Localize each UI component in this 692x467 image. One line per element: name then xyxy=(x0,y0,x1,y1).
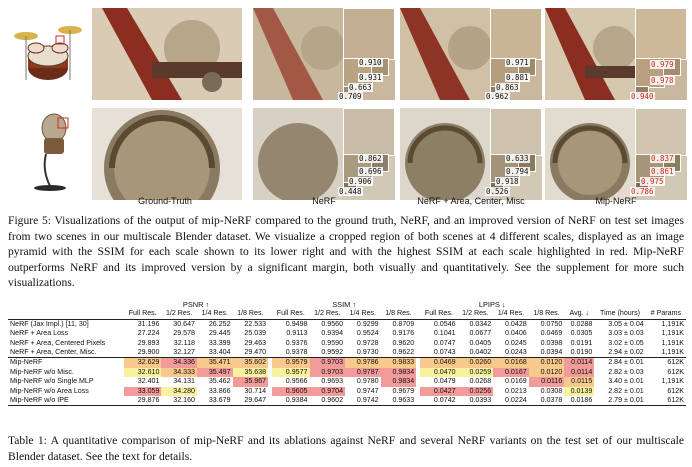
table-cell: 29.900 xyxy=(137,348,160,357)
table-cell: 1,191K xyxy=(661,329,684,338)
mipnerf-panel-microphone xyxy=(545,108,687,200)
table-cell: 29.463 xyxy=(244,338,267,347)
table-cell: 0.9299 xyxy=(356,319,379,328)
table-cell: 34.131 xyxy=(173,377,195,386)
table-cell: 0.0393 xyxy=(458,396,494,406)
table-cell: 35.497 xyxy=(197,368,233,377)
ssim-label: 0.696 xyxy=(359,167,382,176)
table-cell: 35.602 xyxy=(233,358,269,368)
table-cell: 0.0469 xyxy=(420,358,457,368)
table-cell: 0.9780 xyxy=(356,377,379,386)
nerf-panel-microphone xyxy=(253,108,395,200)
table-cell: 26.252 xyxy=(208,319,231,328)
table-cell: 0.9605 xyxy=(272,387,309,396)
ssim-label: 0.663 xyxy=(349,83,372,92)
figure-caption: Figure 5: Visualizations of the output of mip-NeRF compared to the ground truth, NeRF, and an improved version of NeRF on test set images from two scenes in our multiscale Blender dataset. We visualize a cropped region of both scenes at 4 different scales, displayed as an image pyramid with the SSIM for each scale shown to its lower right and with the highest SSIM at each scale highlighted in red. Mip-NeRF outperforms NeRF and its improved version by a significant margin, both visually and quantitatively. See the supplement for more such visualizations. xyxy=(8,214,684,289)
table-cell: 27.224 xyxy=(137,329,160,338)
results-table xyxy=(8,300,686,406)
column-header: Time (hours) xyxy=(594,309,645,319)
table-cell: 32.127 xyxy=(173,348,195,357)
table-cell: 0.0406 xyxy=(505,329,527,338)
table-cell: 0.9728 xyxy=(356,338,379,347)
column-header: 1/2 Res. xyxy=(161,309,197,319)
table-cell: 2.94 ± 0.02 xyxy=(608,348,644,357)
table-cell: 2.84 ± 0.01 xyxy=(594,358,645,368)
table-cell: 0.0213 xyxy=(505,386,527,395)
table-cell: 0.0402 xyxy=(469,348,492,357)
table-cell: 0.0743 xyxy=(433,348,456,357)
table-cell: 0.0677 xyxy=(469,329,492,338)
table-cell: 2.82 ± 0.03 xyxy=(608,367,644,376)
table-cell: 0.0259 xyxy=(458,368,494,377)
column-header: 1/4 Res. xyxy=(197,309,233,319)
lpips-header: LPIPS ↓ xyxy=(478,300,506,309)
table-cell: 0.0342 xyxy=(469,319,492,328)
column-header: Full Res. xyxy=(420,309,457,319)
table-cell: 0.9602 xyxy=(310,396,346,406)
table-cell: 0.9633 xyxy=(381,396,417,406)
table-cell: 0.0120 xyxy=(529,358,565,368)
table-cell: 0.9704 xyxy=(310,387,346,396)
table-cell: 0.0479 xyxy=(433,377,456,386)
method-name: NeRF + Area, Centered Pixels xyxy=(10,338,106,347)
column-header: 1/8 Res. xyxy=(233,309,269,319)
table-row xyxy=(8,339,686,348)
ssim-label-best: 0.940 xyxy=(631,92,654,100)
table-row xyxy=(8,387,686,396)
column-header: 1/2 Res. xyxy=(310,309,346,319)
table-cell: 0.0742 xyxy=(420,396,457,406)
table-cell: 1,191K xyxy=(661,338,684,347)
table-cell: 3.05 ± 0.04 xyxy=(608,319,644,328)
nerf-area-panel-drums xyxy=(400,8,542,100)
table-cell: 0.9590 xyxy=(321,338,344,347)
ssim-label-best: 0.975 xyxy=(641,177,664,186)
method-name: NeRF + Area, Center, Misc. xyxy=(10,348,97,357)
table-cell: 0.0167 xyxy=(493,368,529,377)
table-cell: 0.0116 xyxy=(529,377,565,386)
table-cell: 0.9703 xyxy=(310,368,346,377)
table-cell: 0.0168 xyxy=(493,358,529,368)
table-cell: 0.0139 xyxy=(564,387,594,396)
table-cell: 0.0378 xyxy=(529,396,565,406)
ssim-label: 0.918 xyxy=(496,177,519,186)
ssim-label: 0.971 xyxy=(506,58,529,67)
ssim-label-best: 0.978 xyxy=(651,76,674,85)
table-cell: 33.866 xyxy=(208,386,231,395)
table-cell: 0.9730 xyxy=(356,348,379,357)
table-cell: 0.0245 xyxy=(505,338,527,347)
ssim-label-best: 0.837 xyxy=(651,154,674,163)
column-header: 1/4 Res. xyxy=(493,309,529,319)
table-cell: 30.647 xyxy=(173,319,195,328)
table-cell: 0.0190 xyxy=(570,348,593,357)
table-cell: 612K xyxy=(646,396,686,406)
table-cell: 0.9378 xyxy=(285,348,308,357)
table-cell: 0.0427 xyxy=(420,387,457,396)
table-cell: 35.638 xyxy=(233,368,269,377)
column-header: Full Res. xyxy=(272,309,309,319)
ssim-label-best: 0.786 xyxy=(631,187,654,196)
table-cell: 32.160 xyxy=(161,396,197,406)
column-header: 1/2 Res. xyxy=(458,309,494,319)
table-cell: 3.02 ± 0.05 xyxy=(608,338,644,347)
table-cell: 30.714 xyxy=(244,386,267,395)
table-cell: 0.0469 xyxy=(540,329,563,338)
table-cell: 34.333 xyxy=(161,368,197,377)
column-header: 1/4 Res. xyxy=(345,309,381,319)
table-cell: 0.0260 xyxy=(458,358,494,368)
table-cell: 0.0243 xyxy=(505,348,527,357)
column-header: Full Res. xyxy=(124,309,161,319)
table-cell: 0.9834 xyxy=(381,368,417,377)
table-cell: 2.79 ± 0.01 xyxy=(594,396,645,406)
table-cell: 29.876 xyxy=(124,396,161,406)
table-cell: 0.0398 xyxy=(540,338,563,347)
ssim-label: 0.910 xyxy=(359,58,382,67)
ground-truth-crop-microphone xyxy=(92,108,242,200)
table-cell: 29.578 xyxy=(173,329,195,338)
ssim-label-best: 0.861 xyxy=(651,167,674,176)
table-cell: 0.9703 xyxy=(310,358,346,368)
table-cell: 0.0747 xyxy=(433,338,456,347)
table-cell: 0.9524 xyxy=(356,329,379,338)
table-cell: 612K xyxy=(646,358,686,368)
method-name: Mip-NeRF w/o Area Loss xyxy=(10,386,89,395)
nerf-area-panel-microphone xyxy=(400,108,542,200)
table-cell: 29.647 xyxy=(233,396,269,406)
table-row xyxy=(8,319,686,329)
nerf-panel-drums xyxy=(253,8,395,100)
column-header: # Params xyxy=(646,309,686,319)
table-cell: 1,191K xyxy=(661,319,684,328)
table-cell: 612K xyxy=(667,367,684,376)
table-cell: 0.9693 xyxy=(321,377,344,386)
table-cell: 0.0120 xyxy=(529,368,565,377)
table-cell: 34.336 xyxy=(161,358,197,368)
table-cell: 0.9566 xyxy=(285,377,308,386)
table-cell: 29.470 xyxy=(244,348,267,357)
table-cell: 0.9592 xyxy=(321,348,344,357)
group-header-row xyxy=(8,300,686,309)
table-row xyxy=(8,329,686,338)
ssim-label: 0.931 xyxy=(359,73,382,82)
microphone-scene-image xyxy=(12,110,84,192)
table-cell: 0.9577 xyxy=(272,368,309,377)
table-cell: 0.0256 xyxy=(458,387,494,396)
table-row xyxy=(8,358,686,368)
table-caption: Table 1: A quantitative comparison of mip-NeRF and its ablations against NeRF and several NeRF variants on the test set of our multiscale Blender dataset. See the text for details. xyxy=(8,434,684,463)
table-cell: 32.401 xyxy=(137,377,160,386)
method-name: Mip-NeRF xyxy=(8,358,124,368)
drums-scene-image xyxy=(12,8,84,90)
table-cell: 0.0191 xyxy=(570,338,593,347)
table-cell: 25.039 xyxy=(244,329,267,338)
table-cell: 32.118 xyxy=(173,338,195,347)
method-name: NeRF + Area Loss xyxy=(10,329,69,338)
table-cell: 0.0305 xyxy=(570,329,593,338)
table-cell: 0.1041 xyxy=(433,329,456,338)
table-cell: 0.9579 xyxy=(272,358,309,368)
table-cell: 0.9384 xyxy=(272,396,309,406)
column-header: Avg. ↓ xyxy=(564,309,594,319)
table-cell: 0.9747 xyxy=(356,386,379,395)
table-cell: 0.0114 xyxy=(564,368,594,377)
table-cell: 0.9622 xyxy=(392,348,415,357)
table-row xyxy=(8,348,686,358)
table-cell: 1,191K xyxy=(661,377,684,386)
table-cell: 0.9376 xyxy=(285,338,308,347)
table-cell: 29.893 xyxy=(137,338,160,347)
table-cell: 0.0470 xyxy=(420,368,457,377)
column-label-nerf-area: NeRF + Area, Center, Misc xyxy=(417,196,525,206)
table-cell: 0.0288 xyxy=(570,319,593,328)
table-cell: 0.0405 xyxy=(469,338,492,347)
ssim-label: 0.962 xyxy=(486,92,509,100)
column-label-mipnerf: Mip-NeRF xyxy=(595,196,637,206)
ssim-label: 0.526 xyxy=(486,187,509,196)
column-label-nerf: NeRF xyxy=(312,196,336,206)
table-cell: 2.82 ± 0.01 xyxy=(608,386,644,395)
table-cell: 35.471 xyxy=(197,358,233,368)
table-cell: 22.533 xyxy=(244,319,267,328)
column-header: 1/8 Res. xyxy=(381,309,417,319)
method-name: NeRF (Jax Impl.) [11, 30] xyxy=(10,319,89,328)
ssim-label: 0.863 xyxy=(496,83,519,92)
table-cell: 0.9787 xyxy=(345,368,381,377)
table-row xyxy=(8,396,686,406)
table-cell: 0.9498 xyxy=(285,319,308,328)
table-cell: 0.9834 xyxy=(381,377,417,386)
table-cell: 0.9742 xyxy=(345,396,381,406)
ssim-label: 0.862 xyxy=(359,154,382,163)
table-cell: 0.0750 xyxy=(540,319,563,328)
table-cell: 0.0115 xyxy=(564,377,594,386)
table-cell: 33.404 xyxy=(208,348,231,357)
table-cell: 0.9176 xyxy=(392,329,415,338)
table-cell: 34.280 xyxy=(161,387,197,396)
table-cell: 33.679 xyxy=(197,396,233,406)
table-cell: 0.0308 xyxy=(540,386,563,395)
table-row xyxy=(8,377,686,386)
table-cell: 0.9786 xyxy=(345,358,381,368)
ground-truth-crop-drums xyxy=(92,8,242,100)
table-cell: 35.967 xyxy=(233,377,269,386)
table-cell: 33.059 xyxy=(124,387,161,396)
table-body xyxy=(8,319,686,406)
table-cell: 0.8709 xyxy=(392,319,415,328)
method-name: Mip-NeRF w/o IPE xyxy=(8,396,124,406)
table-cell: 0.9833 xyxy=(381,358,417,368)
table-cell: 0.9679 xyxy=(392,386,415,395)
column-header: 1/8 Res. xyxy=(529,309,565,319)
table-cell: 0.0114 xyxy=(564,358,594,368)
table-cell: 0.0169 xyxy=(505,377,527,386)
table-cell: 0.0186 xyxy=(564,396,594,406)
table-cell: 32.610 xyxy=(124,368,161,377)
table-cell: 31.196 xyxy=(137,319,160,328)
figure-5 xyxy=(0,0,692,214)
ssim-label-best: 0.979 xyxy=(651,60,674,69)
table-cell: 0.0224 xyxy=(493,396,529,406)
ssim-label: 0.633 xyxy=(506,154,529,163)
column-label-ground-truth: Ground-Truth xyxy=(138,196,192,206)
table-cell: 29.445 xyxy=(208,329,231,338)
table-cell: 1,191K xyxy=(661,348,684,357)
table-cell: 35.462 xyxy=(208,377,231,386)
table-cell: 0.9560 xyxy=(321,319,344,328)
table-cell: 0.0428 xyxy=(505,319,527,328)
table-cell: 32.629 xyxy=(124,358,161,368)
ssim-header: SSIM ↑ xyxy=(332,300,357,309)
method-name: Mip-NeRF w/o Misc. xyxy=(10,367,74,376)
table-cell: 3.40 ± 0.01 xyxy=(608,377,644,386)
table-row xyxy=(8,368,686,377)
method-name: Mip-NeRF w/o Single MLP xyxy=(10,377,94,386)
sub-header-row xyxy=(8,309,686,319)
ssim-label: 0.881 xyxy=(506,73,529,82)
table-cell: 0.9113 xyxy=(286,329,308,338)
ssim-label: 0.794 xyxy=(506,167,529,176)
table-cell: 612K xyxy=(667,386,684,395)
table-cell: 3.03 ± 0.03 xyxy=(608,329,644,338)
table-cell: 0.9620 xyxy=(392,338,415,347)
table-cell: 0.0394 xyxy=(540,348,563,357)
table-cell: 0.9394 xyxy=(321,329,344,338)
mipnerf-panel-drums xyxy=(545,8,687,100)
table-cell: 33.399 xyxy=(208,338,231,347)
ssim-label: 0.906 xyxy=(349,177,372,186)
ssim-label: 0.709 xyxy=(339,92,362,100)
psnr-header: PSNR ↑ xyxy=(182,300,210,309)
ssim-label: 0.448 xyxy=(339,187,362,196)
table-cell: 0.0268 xyxy=(469,377,492,386)
table-cell: 0.0546 xyxy=(433,319,456,328)
